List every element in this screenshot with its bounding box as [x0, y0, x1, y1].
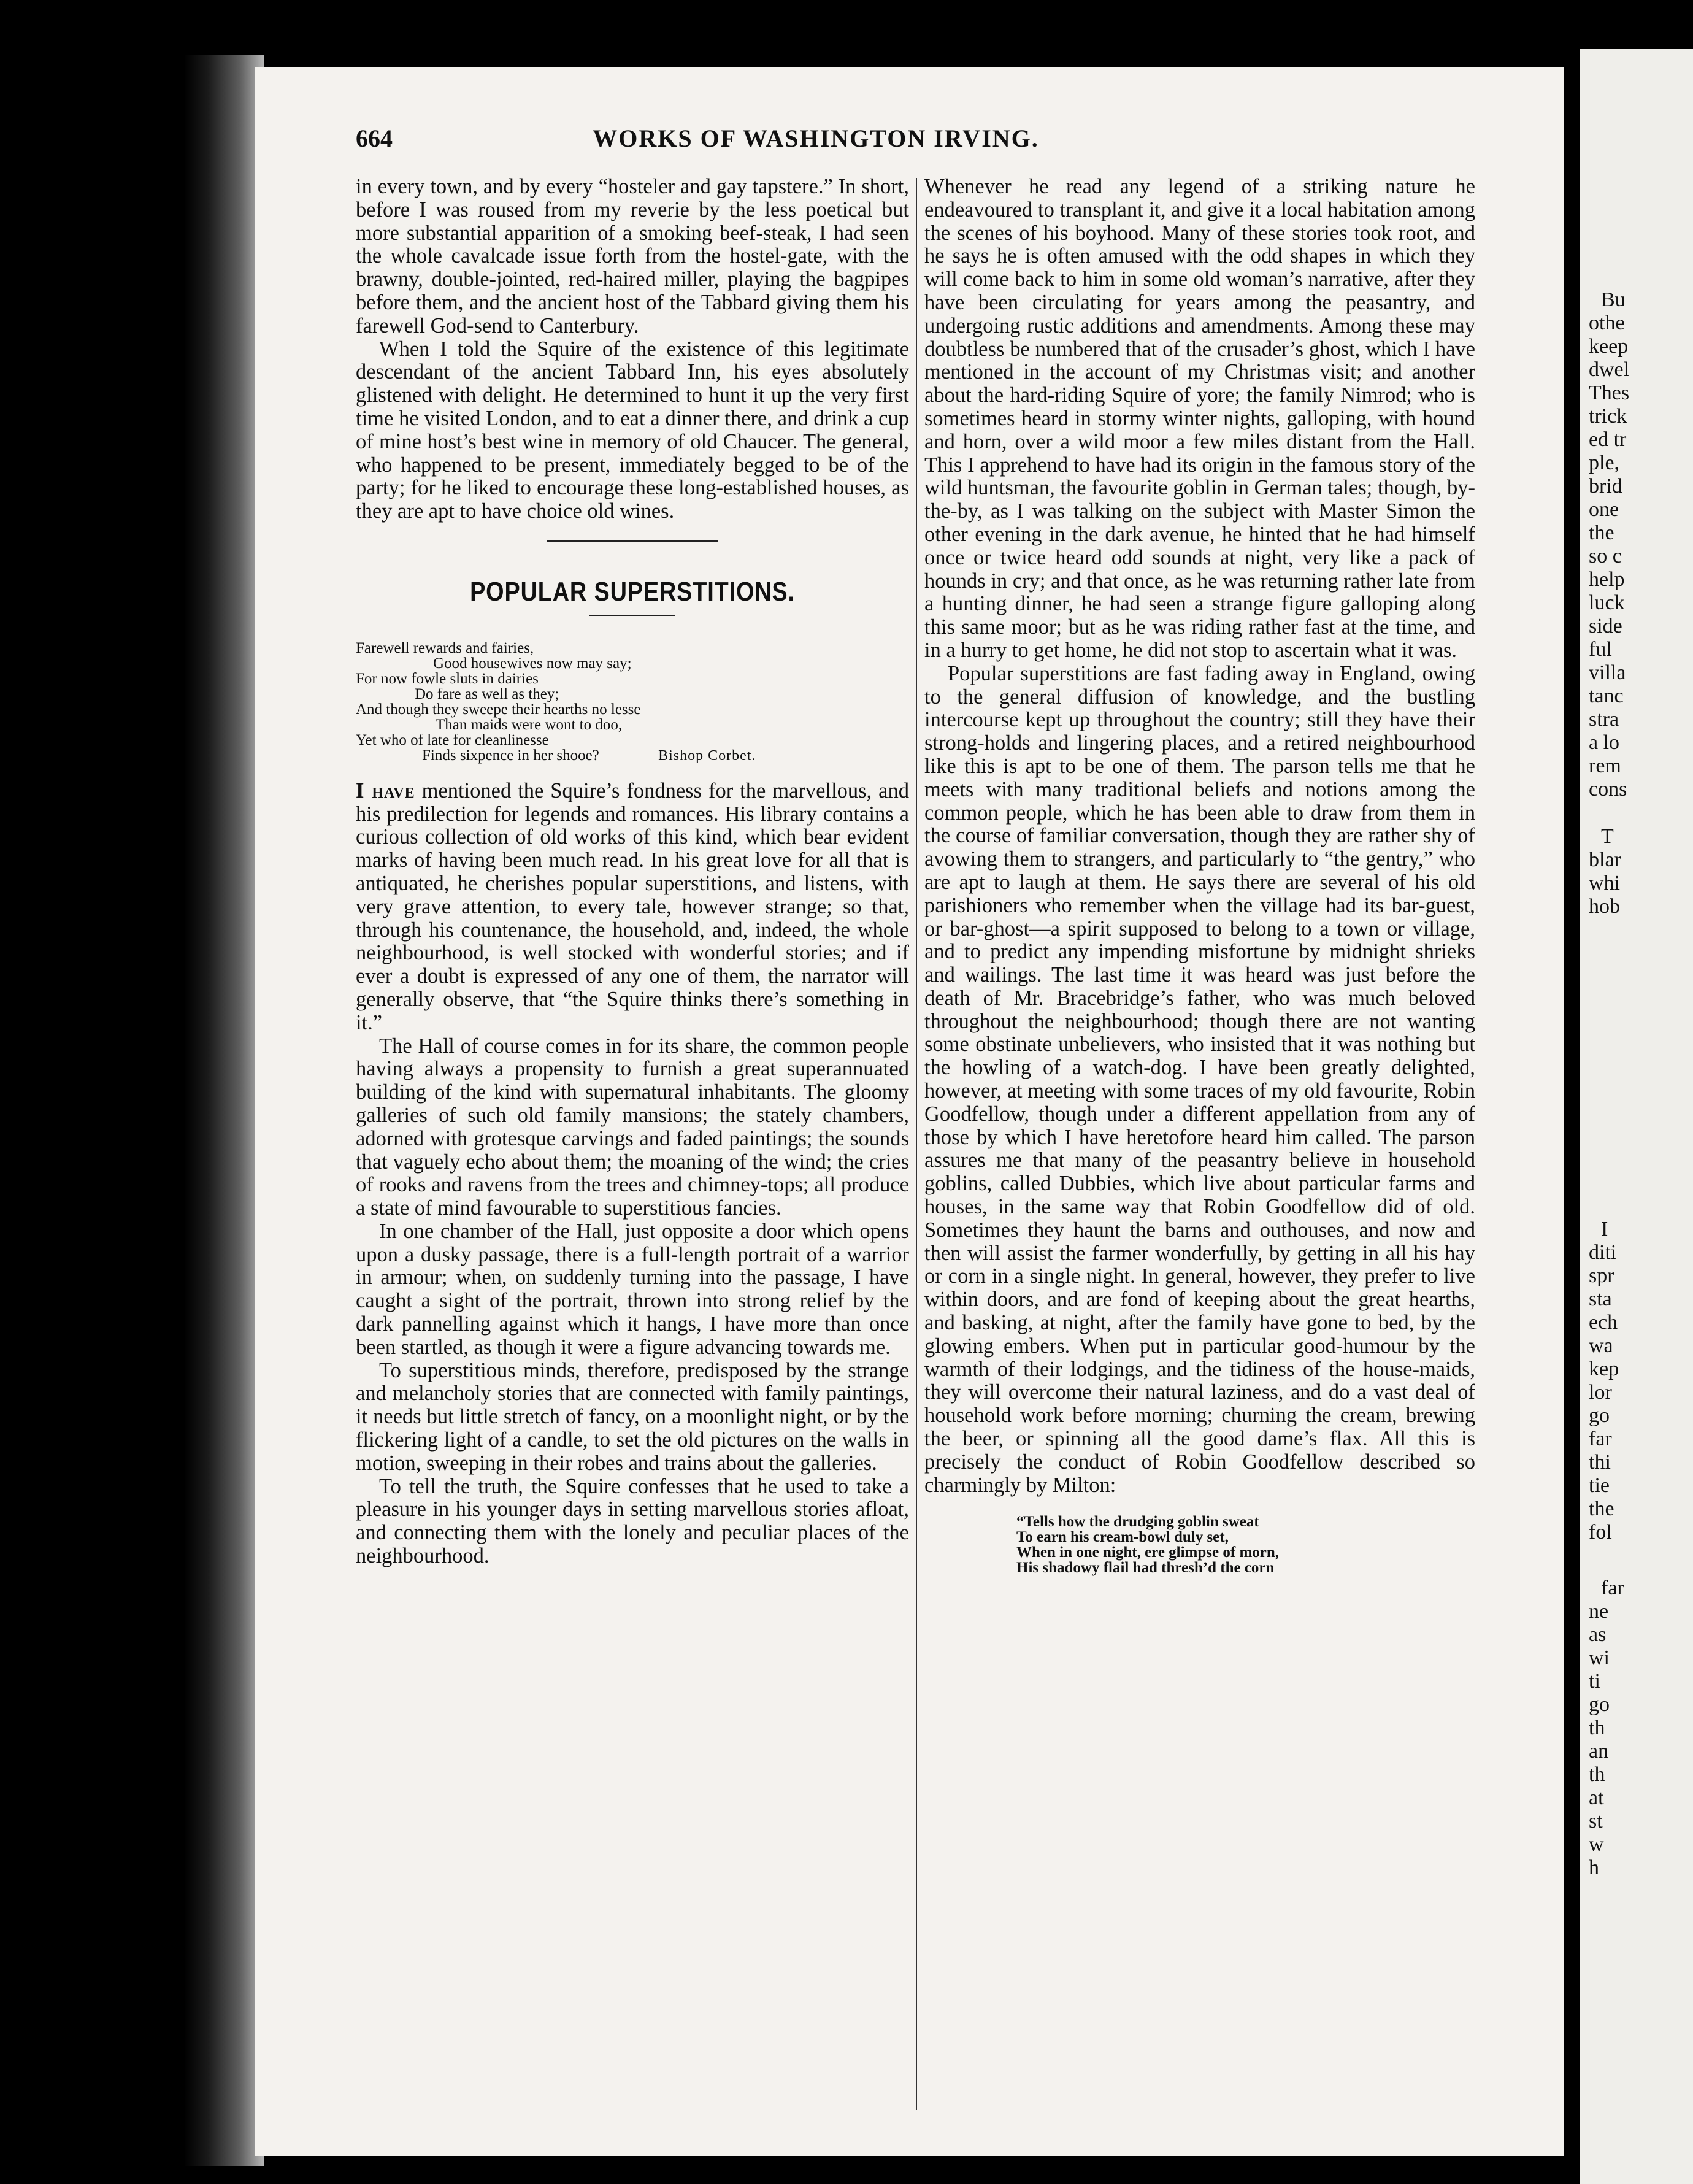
epigraph-line-last	[356, 748, 909, 764]
facing-page-fragment: diti	[1589, 1241, 1617, 1264]
facing-page-fragment: tanc	[1589, 685, 1624, 707]
facing-page-fragment: ed tr	[1589, 428, 1627, 451]
facing-page-fragment: far	[1601, 1577, 1624, 1599]
facing-page-fragment: th	[1589, 1763, 1605, 1786]
column-divider	[916, 178, 917, 2110]
facing-page-fragment: kep	[1589, 1358, 1619, 1380]
epigraph-line: Do fare as well as they;	[415, 685, 559, 702]
facing-page-fragment: side	[1589, 615, 1622, 637]
facing-page-fragment: the	[1589, 521, 1614, 544]
facing-page-fragment: ple,	[1589, 452, 1620, 474]
facing-page-fragment: so c	[1589, 545, 1622, 567]
facing-page-fragment: as	[1589, 1623, 1607, 1646]
epigraph-line: For now fowle sluts in dairies	[356, 670, 539, 687]
facing-page-fragment: the	[1589, 1498, 1614, 1520]
epigraph	[356, 640, 909, 764]
paragraph: To tell the truth, the Squire confesses that he used to take a pleasure in his younger days in setting marvellous stories afloat, and connecting them with the lonely and peculiar places of the neighbourhood.	[356, 1474, 909, 1568]
opening-words: I have	[356, 779, 415, 802]
facing-page-fragment: spr	[1589, 1264, 1614, 1287]
paragraph-text: mentioned the Squire’s fondness for the marvellous, and his predilection for legends and romances. His library contains a curious collection of old works of this kind, which bear evident marks of having been much read. In his great love for all that is antiquated, he cherishes popular superstitions, and listens, with very grave attention, to every tale, however strange; so that, through his countenance, the household, and, indeed, the whole neighbourhood, is well stocked with wonderful stories; and if ever a doubt is expressed of any one of them, the narrator will generally observe, that “the Squire thinks there’s something in it.”	[356, 779, 909, 1034]
facing-page-fragment: whi	[1589, 872, 1620, 894]
facing-page-fragment: T	[1601, 825, 1614, 848]
facing-page-fragment: h	[1589, 1856, 1599, 1879]
paragraph: To superstitious minds, therefore, predisposed by the strange and melancholy stories that are connected with family paintings, it needs but little stretch of fancy, on a moonlight night, or by the flickering light of a candle, to set the old pictures on the walls in motion, sweeping in their robes and trains about the galleries.	[356, 1358, 909, 1475]
epigraph-line: Yet who of late for cleanlinesse	[356, 731, 549, 748]
running-head	[356, 118, 1202, 161]
facing-page-fragment: Bu	[1601, 288, 1626, 311]
left-column	[356, 175, 909, 1568]
facing-page-fragment: brid	[1589, 475, 1622, 498]
facing-page-fragment: go	[1589, 1404, 1610, 1427]
facing-page-fragment: keep	[1589, 335, 1629, 358]
section-rule	[547, 540, 718, 542]
facing-page-fragment: stra	[1589, 708, 1619, 731]
paragraph: Popular superstitions are fast fading away in England, owing to the general diffusion of knowledge, and the bustling intercourse kept up throughout the country; still they have their strong-holds and lingering places, and a retired neighbourhood like this is apt to be one of them. The parson tells me that he meets with many traditional beliefs and notions among the common people, which he has been able to draw from them in the course of familiar conversation, though they are rather shy of avowing them to strangers, and particularly to “the gentry,” who are apt to laugh at them. He says there are several of his old parishioners who remember when the village had its bar-guest, or bar-ghost—a spirit supposed to belong to a town or village, and to predict any impending misfortune by midnight shrieks and wailings. The last time it was heard was just before the death of Mr. Bracebridge’s father, who was much beloved throughout the neighbourhood; though there are not wanting some obstinate unbelievers, who insisted that it was nothing but the howling of a watch-dog. I have been greatly delighted, however, at meeting with some traces of my old favourite, Robin Goodfellow, though under a different appellation from any of those by which I have heretofore heard him called. The parson assures me that many of the peasantry believe in household goblins, called Dubbies, which live about particular farms and houses, in the same way that Robin Goodfellow did of old. Sometimes they haunt the barns and outhouses, and now and then will assist the farmer wonderfully, by getting in all his hay or corn in a single night. In general, however, they prefer to live within doors, and are fond of keeping about the great hearths, and basking, at night, after the family have gone to bed, by the glowing embers. When put in particular good-humour by the warmth of their lodgings, and the tidiness of the house-maids, they will overcome their natural laziness, and do a vast deal of household work before morning; churning the cream, brewing the beer, or spinning all the good dame’s flax. All this is precisely the conduct of Robin Goodfellow described so charmingly by Milton:	[924, 661, 1475, 1497]
epigraph-line: Finds sixpence in her shooe?	[422, 747, 599, 764]
epigraph-line: Good housewives now may say;	[433, 655, 632, 672]
verse-line: His shadowy flail had thresh’d the corn	[1016, 1559, 1275, 1577]
section-title: POPULAR SUPERSTITIONS.	[470, 576, 795, 607]
facing-page-fragment: lor	[1589, 1381, 1612, 1404]
facing-page-fragment: far	[1589, 1428, 1612, 1450]
facing-page-fragment: wi	[1589, 1647, 1610, 1669]
running-title: WORKS OF WASHINGTON IRVING.	[593, 125, 1039, 152]
facing-page-fragment: a lo	[1589, 731, 1620, 754]
paragraph: Whenever he read any legend of a striking nature he endeavoured to transplant it, and give it a local habitation among the scenes of his boyhood. Many of these stories took root, and he says he is often amused with the odd shapes in which they will come back to him in some old woman’s narrative, after they have been circulating for years among the peasantry, and undergoing rustic additions and amendments. Among these may doubtless be numbered that of the crusader’s ghost, which I have mentioned in the account of my Christmas visit; and another about the hard-riding Squire of yore; the family Nimrod; who is sometimes heard in stormy winter nights, galloping, with hound and horn, over a wild moor a few miles distant from the Hall. This I apprehend to have had its origin in the famous story of the wild huntsman, the favourite goblin in German tales; though, by-the-by, as I was talking on the subject with Master Simon the other evening in the dark avenue, he hinted that he had himself once or twice heard odd sounds at night, very like a pack of hounds in cry; and that once, as he was returning rather late from a hunting dinner, he had seen a strange figure galloping along this same moor; but as he was riding rather fast at the time, and in a hurry to get home, he did not stop to ascertain what it was.	[924, 175, 1475, 662]
verse-line: To earn his cream-bowl duly set,	[1016, 1529, 1229, 1546]
paragraph: When I told the Squire of the existence of this legitimate descendant of the ancient Tabbard Inn, his eyes absolutely glistened with delight. He determined to hunt it up the very first time he visited London, and to eat a dinner there, and drink a cup of mine host’s best wine in memory of old Chaucer. The general, who happened to be present, immediately begged to be of the party; for he liked to encourage these long-established houses, as they are apt to have choice old wines.	[356, 337, 909, 523]
facing-page-fragment: go	[1589, 1693, 1610, 1716]
paragraph: in every town, and by every “hosteler and gay tapstere.” In short, before I was roused from my reverie by the less poetical but more substantial apparition of a smoking beef-steak, I had seen the whole cavalcade issue forth from the hostel-gate, with the brawny, double-jointed, red-haired miller, playing the bagpipes before them, and the ancient host of the Tabbard giving them his farewell God-send to Canterbury.	[356, 175, 909, 337]
facing-page-fragment: villa	[1589, 661, 1626, 684]
facing-page-fragment: luck	[1589, 591, 1625, 614]
facing-page-fragment: w	[1589, 1833, 1604, 1856]
facing-page-fragment: dwel	[1589, 358, 1630, 381]
epigraph-attribution: Bishop Corbet.	[658, 747, 756, 764]
section-rule-short	[589, 615, 675, 616]
facing-page-fragment: fol	[1589, 1521, 1612, 1544]
facing-page-fragment: I	[1601, 1218, 1608, 1240]
facing-page-fragment: tie	[1589, 1474, 1610, 1497]
facing-page-fragment: thi	[1589, 1451, 1611, 1474]
epigraph-line: And though they sweepe their hearths no lesse	[356, 701, 641, 718]
facing-page-fragment: sta	[1589, 1288, 1612, 1310]
facing-page-fragment: othe	[1589, 312, 1625, 334]
facing-page-fragment: ne	[1589, 1600, 1609, 1623]
facing-page-fragment: Thes	[1589, 382, 1630, 404]
facing-page-fragment: an	[1589, 1740, 1609, 1763]
facing-page-fragment: at	[1589, 1786, 1604, 1809]
facing-page-fragment: th	[1589, 1717, 1605, 1739]
verse-line: When in one night, ere glimpse of morn,	[1016, 1544, 1280, 1561]
facing-page-fragment: rem	[1589, 755, 1621, 777]
facing-page-fragment: ti	[1589, 1670, 1600, 1693]
binding-gutter-shadow	[184, 55, 264, 2166]
facing-page-fragment: cons	[1589, 778, 1627, 801]
facing-page-fragment: trick	[1589, 405, 1627, 428]
facing-page-fragment: blar	[1589, 848, 1621, 871]
facing-page-fragment: one	[1589, 498, 1619, 521]
epigraph-line: Farewell rewards and fairies,	[356, 639, 534, 656]
facing-page-fragment: wa	[1589, 1334, 1613, 1357]
verse-quote	[1016, 1514, 1475, 1575]
facing-page-fragment: help	[1589, 568, 1625, 591]
facing-page-fragment: st	[1589, 1810, 1603, 1832]
paragraph: In one chamber of the Hall, just opposite a door which opens upon a dusky passage, there is a full-length portrait of a warrior in armour; when, on suddenly turning into the passage, I have caught a sight of the portrait, thrown into strong relief by the dark pannelling against which it hangs, I have more than once been startled, as though it were a figure advancing towards me.	[356, 1219, 909, 1359]
facing-page-fragment: ech	[1589, 1311, 1618, 1334]
paragraph	[356, 780, 909, 1035]
epigraph-line: Than maids were wont to doo,	[436, 716, 623, 733]
verse-line: “Tells how the drudging goblin sweat	[1016, 1513, 1259, 1531]
facing-page-fragment: hob	[1589, 895, 1620, 918]
paragraph: The Hall of course comes in for its share, the common people having always a propensity to furnish a great superannuated building of the kind with supernatural inhabitants. The gloomy galleries of such old family mansions; the stately chambers, adorned with grotesque carvings and faded paintings; the sounds that vaguely echo about them; the moaning of the wind; the cries of rooks and ravens from the trees and chimney-tops; all produce a state of mind favourable to superstitious fancies.	[356, 1034, 909, 1220]
page-number: 664	[356, 125, 393, 152]
right-column	[924, 175, 1475, 1575]
facing-page-fragment: ful	[1589, 638, 1612, 661]
